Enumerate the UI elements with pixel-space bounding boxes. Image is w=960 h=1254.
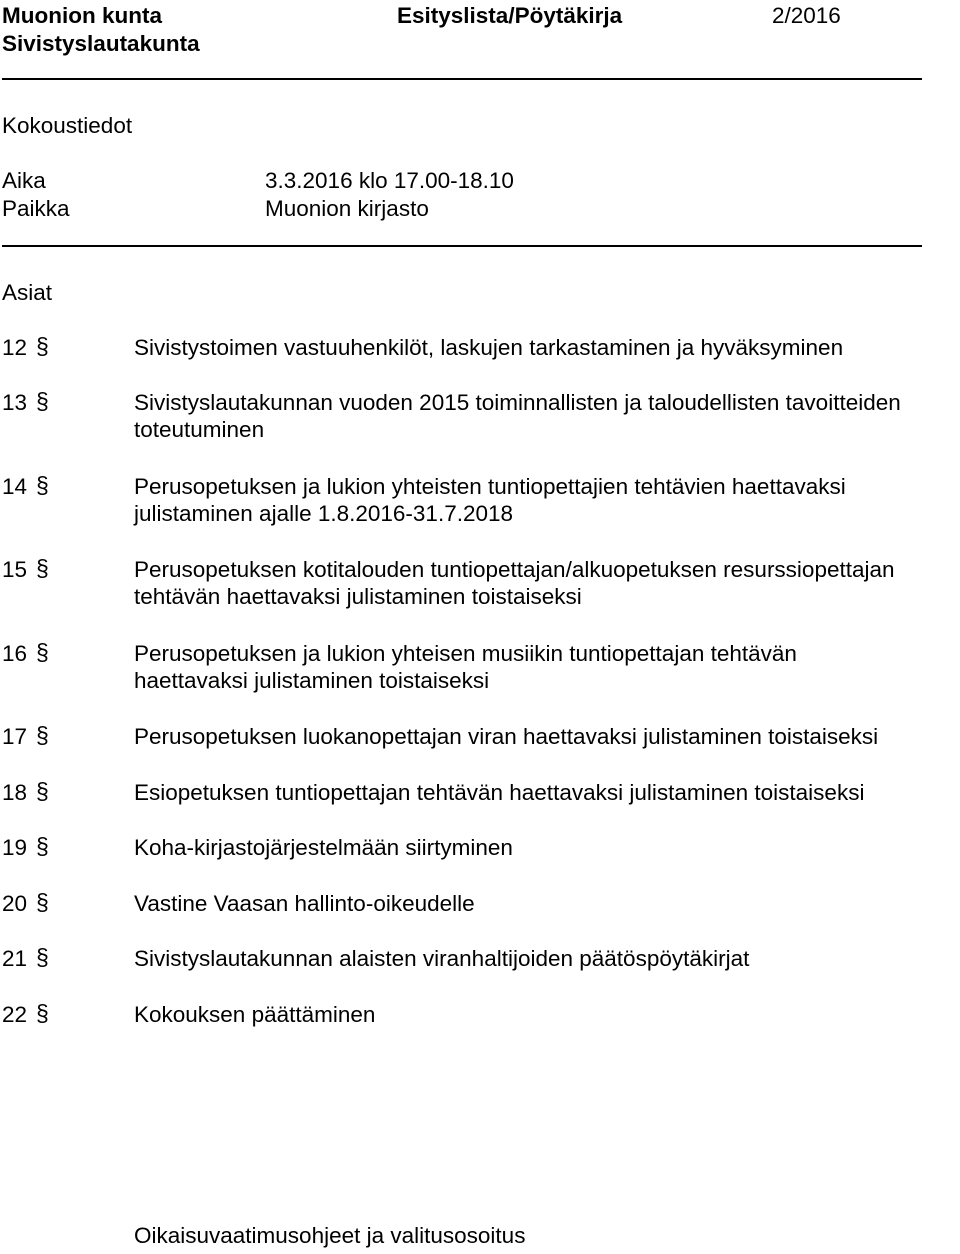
agenda-item-title: Perusopetuksen luokanopettajan viran haettavaksi julistaminen toistaiseksi bbox=[134, 724, 879, 749]
doc-type: Esityslista/Pöytäkirja bbox=[397, 3, 623, 28]
section-symbol: § bbox=[36, 639, 49, 665]
section-symbol: § bbox=[36, 889, 49, 915]
meeting-info-heading: Kokoustiedot bbox=[2, 113, 133, 138]
agenda-item-number: 15 bbox=[2, 557, 28, 582]
agenda-item-number: 18 bbox=[2, 780, 28, 805]
agenda-item-title: Perusopetuksen ja lukion yhteisen musiikin tuntiopettajan tehtävän bbox=[134, 641, 797, 666]
doc-number: 2/2016 bbox=[772, 3, 841, 28]
agenda-item-title: Perusopetuksen ja lukion yhteisten tuntiopettajien tehtävien haettavaksi bbox=[134, 474, 846, 499]
agenda-item-title: haettavaksi julistaminen toistaiseksi bbox=[134, 668, 490, 693]
info-divider bbox=[2, 245, 922, 247]
board-name: Sivistyslautakunta bbox=[2, 31, 200, 56]
agenda-item-number: 19 bbox=[2, 835, 28, 860]
agenda-item-title: Sivistystoimen vastuuhenkilöt, laskujen tarkastaminen ja hyväksyminen bbox=[134, 335, 844, 360]
agenda-item-title: tehtävän haettavaksi julistaminen toistaiseksi bbox=[134, 584, 582, 609]
municipality-name: Muonion kunta bbox=[2, 3, 162, 28]
agenda-item-title: Sivistyslautakunnan vuoden 2015 toiminnallisten ja taloudellisten tavoitteiden bbox=[134, 390, 901, 415]
section-symbol: § bbox=[36, 472, 49, 498]
agenda-item-number: 21 bbox=[2, 946, 28, 971]
agenda-item-number: 14 bbox=[2, 474, 28, 499]
agenda-item-title: Vastine Vaasan hallinto-oikeudelle bbox=[134, 891, 475, 916]
time-label: Aika bbox=[2, 168, 46, 193]
section-symbol: § bbox=[36, 1000, 49, 1026]
agenda-item-title: Esiopetuksen tuntiopettajan tehtävän haettavaksi julistaminen toistaiseksi bbox=[134, 780, 865, 805]
agenda-heading: Asiat bbox=[2, 280, 53, 305]
section-symbol: § bbox=[36, 778, 49, 804]
agenda-item-number: 17 bbox=[2, 724, 28, 749]
header-divider bbox=[2, 78, 922, 80]
section-symbol: § bbox=[36, 944, 49, 970]
agenda-item-number: 16 bbox=[2, 641, 28, 666]
section-symbol: § bbox=[36, 833, 49, 859]
agenda-item-title: Perusopetuksen kotitalouden tuntiopettajan/alkuopetuksen resurssiopettajan bbox=[134, 557, 895, 582]
agenda-item-title: Koha-kirjastojärjestelmään siirtyminen bbox=[134, 835, 513, 860]
section-symbol: § bbox=[36, 388, 49, 414]
agenda-item-number: 20 bbox=[2, 891, 28, 916]
section-symbol: § bbox=[36, 722, 49, 748]
agenda-item-number: 22 bbox=[2, 1002, 28, 1027]
place-label: Paikka bbox=[2, 196, 70, 221]
agenda-item-title: Kokouksen päättäminen bbox=[134, 1002, 376, 1027]
place-value: Muonion kirjasto bbox=[265, 196, 429, 221]
agenda-item-number: 13 bbox=[2, 390, 28, 415]
time-value: 3.3.2016 klo 17.00-18.10 bbox=[265, 168, 514, 193]
agenda-item-title: toteutuminen bbox=[134, 417, 265, 442]
agenda-item-title: Sivistyslautakunnan alaisten viranhaltijoiden päätöspöytäkirjat bbox=[134, 946, 750, 971]
section-symbol: § bbox=[36, 333, 49, 359]
section-symbol: § bbox=[36, 555, 49, 581]
agenda-item-number: 12 bbox=[2, 335, 28, 360]
appeal-instructions: Oikaisuvaatimusohjeet ja valitusosoitus bbox=[134, 1223, 526, 1248]
agenda-item-title: julistaminen ajalle 1.8.2016-31.7.2018 bbox=[134, 501, 514, 526]
